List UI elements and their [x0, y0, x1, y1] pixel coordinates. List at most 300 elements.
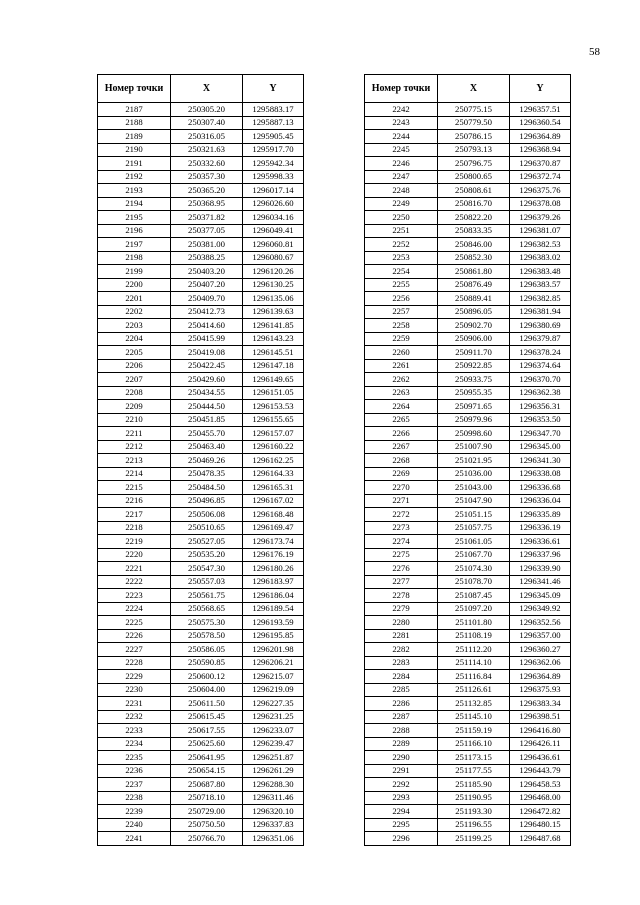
- cell-point-number: 2281: [365, 629, 438, 643]
- cell-point-number: 2213: [98, 454, 171, 468]
- cell-y: 1296383.02: [510, 251, 571, 265]
- cell-point-number: 2289: [365, 737, 438, 751]
- cell-x: 251057.75: [438, 521, 510, 535]
- cell-y: 1296183.97: [243, 575, 304, 589]
- cell-x: 250575.30: [171, 616, 243, 630]
- table-row: [98, 629, 304, 643]
- cell-x: 250368.95: [171, 197, 243, 211]
- cell-point-number: 2256: [365, 292, 438, 306]
- table-row: [365, 197, 571, 211]
- cell-x: 251021.95: [438, 454, 510, 468]
- cell-point-number: 2280: [365, 616, 438, 630]
- cell-x: 250510.65: [171, 521, 243, 535]
- cell-y: 1296364.89: [510, 130, 571, 144]
- table-row: [98, 278, 304, 292]
- cell-x: 250604.00: [171, 683, 243, 697]
- cell-x: 250527.05: [171, 535, 243, 549]
- cell-x: 250332.60: [171, 157, 243, 171]
- cell-y: 1295998.33: [243, 170, 304, 184]
- cell-x: 251074.30: [438, 562, 510, 576]
- cell-x: 250444.50: [171, 400, 243, 414]
- cell-y: 1296157.07: [243, 427, 304, 441]
- table-row: [98, 292, 304, 306]
- cell-y: 1296345.00: [510, 440, 571, 454]
- cell-x: 250971.65: [438, 400, 510, 414]
- cell-x: 250933.75: [438, 373, 510, 387]
- coordinates-table-right: [364, 74, 571, 846]
- cell-y: 1296173.74: [243, 535, 304, 549]
- cell-y: 1296180.26: [243, 562, 304, 576]
- cell-y: 1296364.89: [510, 670, 571, 684]
- cell-point-number: 2229: [98, 670, 171, 684]
- cell-y: 1296311.46: [243, 791, 304, 805]
- table-row: [365, 805, 571, 819]
- table-row: [98, 508, 304, 522]
- cell-point-number: 2227: [98, 643, 171, 657]
- cell-point-number: 2218: [98, 521, 171, 535]
- cell-point-number: 2192: [98, 170, 171, 184]
- table-row: [98, 454, 304, 468]
- cell-point-number: 2267: [365, 440, 438, 454]
- cell-point-number: 2216: [98, 494, 171, 508]
- cell-y: 1296353.50: [510, 413, 571, 427]
- table-row: [365, 157, 571, 171]
- table-row: [365, 440, 571, 454]
- cell-x: 250775.15: [438, 103, 510, 117]
- cell-y: 1296135.06: [243, 292, 304, 306]
- cell-y: 1296351.06: [243, 832, 304, 846]
- cell-point-number: 2296: [365, 832, 438, 846]
- cell-x: 251185.90: [438, 778, 510, 792]
- cell-y: 1296426.11: [510, 737, 571, 751]
- cell-y: 1296347.70: [510, 427, 571, 441]
- cell-point-number: 2272: [365, 508, 438, 522]
- table-row: [98, 710, 304, 724]
- cell-x: 251078.70: [438, 575, 510, 589]
- table-row: [365, 508, 571, 522]
- cell-point-number: 2262: [365, 373, 438, 387]
- cell-x: 250568.65: [171, 602, 243, 616]
- cell-y: 1296375.76: [510, 184, 571, 198]
- cell-x: 250316.05: [171, 130, 243, 144]
- cell-x: 250455.70: [171, 427, 243, 441]
- table-row: [365, 710, 571, 724]
- table-row: [98, 481, 304, 495]
- table-row: [365, 359, 571, 373]
- column-header-point: Номер точки: [98, 75, 171, 103]
- cell-point-number: 2290: [365, 751, 438, 765]
- cell-y: 1296436.61: [510, 751, 571, 765]
- cell-x: 250822.20: [438, 211, 510, 225]
- cell-y: 1296337.83: [243, 818, 304, 832]
- cell-x: 250625.60: [171, 737, 243, 751]
- cell-x: 250896.05: [438, 305, 510, 319]
- cell-y: 1296398.51: [510, 710, 571, 724]
- cell-x: 250371.82: [171, 211, 243, 225]
- cell-x: 250833.35: [438, 224, 510, 238]
- cell-point-number: 2194: [98, 197, 171, 211]
- cell-point-number: 2207: [98, 373, 171, 387]
- table-row: [365, 224, 571, 238]
- cell-x: 251199.25: [438, 832, 510, 846]
- cell-x: 251116.84: [438, 670, 510, 684]
- cell-y: 1296352.56: [510, 616, 571, 630]
- cell-x: 250800.65: [438, 170, 510, 184]
- cell-x: 250796.75: [438, 157, 510, 171]
- cell-x: 250407.20: [171, 278, 243, 292]
- cell-y: 1296381.94: [510, 305, 571, 319]
- cell-point-number: 2187: [98, 103, 171, 117]
- cell-y: 1296379.26: [510, 211, 571, 225]
- cell-x: 251007.90: [438, 440, 510, 454]
- table-row: [98, 170, 304, 184]
- cell-point-number: 2209: [98, 400, 171, 414]
- cell-x: 250377.05: [171, 224, 243, 238]
- table-row: [365, 521, 571, 535]
- cell-y: 1296141.85: [243, 319, 304, 333]
- table-header-row: [365, 75, 571, 103]
- table-row: [98, 683, 304, 697]
- table-row: [98, 184, 304, 198]
- cell-x: 250414.60: [171, 319, 243, 333]
- cell-point-number: 2226: [98, 629, 171, 643]
- cell-point-number: 2294: [365, 805, 438, 819]
- cell-point-number: 2243: [365, 116, 438, 130]
- table-row: [365, 170, 571, 184]
- cell-point-number: 2284: [365, 670, 438, 684]
- cell-y: 1296383.34: [510, 697, 571, 711]
- cell-point-number: 2214: [98, 467, 171, 481]
- table-row: [98, 778, 304, 792]
- cell-y: 1296383.57: [510, 278, 571, 292]
- table-row: [98, 359, 304, 373]
- cell-y: 1296155.65: [243, 413, 304, 427]
- cell-point-number: 2286: [365, 697, 438, 711]
- cell-point-number: 2278: [365, 589, 438, 603]
- table-row: [365, 697, 571, 711]
- cell-y: 1296080.67: [243, 251, 304, 265]
- cell-point-number: 2285: [365, 683, 438, 697]
- cell-y: 1296357.51: [510, 103, 571, 117]
- cell-point-number: 2223: [98, 589, 171, 603]
- cell-y: 1296239.47: [243, 737, 304, 751]
- table-row: [365, 103, 571, 117]
- cell-x: 250846.00: [438, 238, 510, 252]
- cell-y: 1296193.59: [243, 616, 304, 630]
- cell-x: 250496.85: [171, 494, 243, 508]
- table-row: [365, 346, 571, 360]
- cell-y: 1296336.04: [510, 494, 571, 508]
- cell-point-number: 2253: [365, 251, 438, 265]
- cell-point-number: 2219: [98, 535, 171, 549]
- cell-point-number: 2279: [365, 602, 438, 616]
- cell-y: 1295917.70: [243, 143, 304, 157]
- cell-x: 250415.99: [171, 332, 243, 346]
- cell-y: 1296341.46: [510, 575, 571, 589]
- table-row: [365, 278, 571, 292]
- cell-point-number: 2206: [98, 359, 171, 373]
- table-header-row: [98, 75, 304, 103]
- table-row: [98, 319, 304, 333]
- table-row: [365, 211, 571, 225]
- table-row: [365, 832, 571, 846]
- cell-x: 250852.30: [438, 251, 510, 265]
- cell-x: 250469.26: [171, 454, 243, 468]
- table-row: [98, 724, 304, 738]
- cell-y: 1296381.07: [510, 224, 571, 238]
- table-row: [98, 265, 304, 279]
- cell-point-number: 2257: [365, 305, 438, 319]
- cell-y: 1296360.27: [510, 643, 571, 657]
- cell-y: 1296147.18: [243, 359, 304, 373]
- cell-point-number: 2277: [365, 575, 438, 589]
- cell-y: 1296382.53: [510, 238, 571, 252]
- cell-point-number: 2295: [365, 818, 438, 832]
- cell-x: 250422.45: [171, 359, 243, 373]
- table-row: [365, 562, 571, 576]
- table-row: [365, 670, 571, 684]
- cell-x: 251051.15: [438, 508, 510, 522]
- cell-point-number: 2204: [98, 332, 171, 346]
- cell-point-number: 2263: [365, 386, 438, 400]
- table-row: [98, 535, 304, 549]
- table-row: [98, 805, 304, 819]
- cell-y: 1296362.06: [510, 656, 571, 670]
- cell-point-number: 2230: [98, 683, 171, 697]
- cell-y: 1296339.90: [510, 562, 571, 576]
- cell-point-number: 2198: [98, 251, 171, 265]
- cell-x: 250321.63: [171, 143, 243, 157]
- table-row: [98, 602, 304, 616]
- table-row: [98, 116, 304, 130]
- cell-y: 1296120.26: [243, 265, 304, 279]
- table-row: [98, 238, 304, 252]
- table-row: [365, 373, 571, 387]
- cell-x: 250586.05: [171, 643, 243, 657]
- cell-y: 1296372.74: [510, 170, 571, 184]
- cell-y: 1296162.25: [243, 454, 304, 468]
- cell-point-number: 2217: [98, 508, 171, 522]
- cell-y: 1296206.21: [243, 656, 304, 670]
- cell-point-number: 2237: [98, 778, 171, 792]
- cell-x: 250766.70: [171, 832, 243, 846]
- table-row: [365, 332, 571, 346]
- cell-x: 250611.50: [171, 697, 243, 711]
- cell-y: 1296336.68: [510, 481, 571, 495]
- cell-y: 1296026.60: [243, 197, 304, 211]
- table-row: [98, 346, 304, 360]
- cell-y: 1296375.93: [510, 683, 571, 697]
- cell-point-number: 2259: [365, 332, 438, 346]
- table-row: [98, 467, 304, 481]
- cell-y: 1296130.25: [243, 278, 304, 292]
- cell-x: 250578.50: [171, 629, 243, 643]
- cell-x: 251108.19: [438, 629, 510, 643]
- cell-point-number: 2195: [98, 211, 171, 225]
- cell-point-number: 2268: [365, 454, 438, 468]
- cell-point-number: 2288: [365, 724, 438, 738]
- cell-point-number: 2249: [365, 197, 438, 211]
- table-row: [365, 238, 571, 252]
- cell-y: 1296160.22: [243, 440, 304, 454]
- table-row: [98, 832, 304, 846]
- cell-x: 250434.55: [171, 386, 243, 400]
- cell-point-number: 2215: [98, 481, 171, 495]
- table-row: [98, 737, 304, 751]
- table-row: [98, 332, 304, 346]
- table-row: [98, 103, 304, 117]
- cell-x: 250750.50: [171, 818, 243, 832]
- cell-point-number: 2242: [365, 103, 438, 117]
- table-row: [365, 818, 571, 832]
- cell-point-number: 2205: [98, 346, 171, 360]
- cell-x: 251043.00: [438, 481, 510, 495]
- table-row: [98, 197, 304, 211]
- cell-point-number: 2252: [365, 238, 438, 252]
- table-row: [98, 251, 304, 265]
- cell-y: 1296169.47: [243, 521, 304, 535]
- cell-point-number: 2276: [365, 562, 438, 576]
- cell-y: 1296357.00: [510, 629, 571, 643]
- cell-x: 250687.80: [171, 778, 243, 792]
- table-row: [365, 535, 571, 549]
- cell-y: 1296349.92: [510, 602, 571, 616]
- column-header-x: X: [438, 75, 510, 103]
- cell-x: 250641.95: [171, 751, 243, 765]
- table-row: [98, 400, 304, 414]
- cell-y: 1295905.45: [243, 130, 304, 144]
- cell-y: 1296379.87: [510, 332, 571, 346]
- table-row: [365, 656, 571, 670]
- cell-point-number: 2211: [98, 427, 171, 441]
- cell-x: 250600.12: [171, 670, 243, 684]
- cell-y: 1296338.08: [510, 467, 571, 481]
- table-row: [98, 751, 304, 765]
- cell-point-number: 2191: [98, 157, 171, 171]
- cell-point-number: 2275: [365, 548, 438, 562]
- cell-x: 251190.95: [438, 791, 510, 805]
- cell-x: 250955.35: [438, 386, 510, 400]
- cell-x: 250911.70: [438, 346, 510, 360]
- cell-x: 251173.15: [438, 751, 510, 765]
- cell-y: 1295887.13: [243, 116, 304, 130]
- cell-point-number: 2245: [365, 143, 438, 157]
- cell-x: 250463.40: [171, 440, 243, 454]
- cell-point-number: 2254: [365, 265, 438, 279]
- table-row: [98, 305, 304, 319]
- cell-point-number: 2258: [365, 319, 438, 333]
- cell-x: 251036.00: [438, 467, 510, 481]
- cell-point-number: 2208: [98, 386, 171, 400]
- cell-point-number: 2240: [98, 818, 171, 832]
- cell-x: 250419.08: [171, 346, 243, 360]
- cell-y: 1296227.35: [243, 697, 304, 711]
- cell-x: 250590.85: [171, 656, 243, 670]
- coordinates-table-left: [97, 74, 304, 846]
- cell-point-number: 2222: [98, 575, 171, 589]
- table-row: [365, 629, 571, 643]
- table-row: [365, 319, 571, 333]
- cell-x: 250429.60: [171, 373, 243, 387]
- cell-y: 1296378.08: [510, 197, 571, 211]
- cell-x: 250307.40: [171, 116, 243, 130]
- cell-x: 251166.10: [438, 737, 510, 751]
- cell-y: 1296368.94: [510, 143, 571, 157]
- table-row: [365, 683, 571, 697]
- cell-y: 1296443.79: [510, 764, 571, 778]
- page-number: 58: [589, 46, 600, 58]
- cell-y: 1296458.53: [510, 778, 571, 792]
- table-row: [98, 764, 304, 778]
- column-header-y: Y: [243, 75, 304, 103]
- cell-x: 250979.96: [438, 413, 510, 427]
- cell-x: 250451.85: [171, 413, 243, 427]
- cell-x: 250729.00: [171, 805, 243, 819]
- cell-x: 250779.50: [438, 116, 510, 130]
- table-row: [365, 467, 571, 481]
- cell-x: 250412.73: [171, 305, 243, 319]
- cell-y: 1296320.10: [243, 805, 304, 819]
- table-row: [98, 413, 304, 427]
- cell-y: 1296176.19: [243, 548, 304, 562]
- cell-y: 1296153.53: [243, 400, 304, 414]
- cell-point-number: 2246: [365, 157, 438, 171]
- cell-point-number: 2190: [98, 143, 171, 157]
- cell-x: 250906.00: [438, 332, 510, 346]
- cell-y: 1296480.15: [510, 818, 571, 832]
- table-row: [98, 427, 304, 441]
- cell-x: 251196.55: [438, 818, 510, 832]
- cell-point-number: 2220: [98, 548, 171, 562]
- table-row: [365, 305, 571, 319]
- cell-y: 1296337.96: [510, 548, 571, 562]
- cell-y: 1296186.04: [243, 589, 304, 603]
- cell-x: 251159.19: [438, 724, 510, 738]
- cell-x: 251193.30: [438, 805, 510, 819]
- cell-x: 250388.25: [171, 251, 243, 265]
- cell-y: 1296143.23: [243, 332, 304, 346]
- cell-y: 1296151.05: [243, 386, 304, 400]
- cell-point-number: 2273: [365, 521, 438, 535]
- table-row: [365, 602, 571, 616]
- cell-y: 1296336.19: [510, 521, 571, 535]
- cell-x: 251061.05: [438, 535, 510, 549]
- cell-point-number: 2287: [365, 710, 438, 724]
- cell-x: 250506.08: [171, 508, 243, 522]
- cell-point-number: 2233: [98, 724, 171, 738]
- cell-y: 1296231.25: [243, 710, 304, 724]
- cell-point-number: 2248: [365, 184, 438, 198]
- cell-y: 1296335.89: [510, 508, 571, 522]
- cell-point-number: 2282: [365, 643, 438, 657]
- table-row: [98, 224, 304, 238]
- cell-point-number: 2225: [98, 616, 171, 630]
- cell-point-number: 2221: [98, 562, 171, 576]
- table-row: [365, 589, 571, 603]
- cell-y: 1296360.54: [510, 116, 571, 130]
- cell-point-number: 2292: [365, 778, 438, 792]
- cell-point-number: 2238: [98, 791, 171, 805]
- table-row: [98, 130, 304, 144]
- table-row: [365, 143, 571, 157]
- cell-y: 1296168.48: [243, 508, 304, 522]
- cell-x: 251126.61: [438, 683, 510, 697]
- table-row: [98, 643, 304, 657]
- cell-y: 1296356.31: [510, 400, 571, 414]
- cell-point-number: 2266: [365, 427, 438, 441]
- table-row: [98, 575, 304, 589]
- cell-y: 1296189.54: [243, 602, 304, 616]
